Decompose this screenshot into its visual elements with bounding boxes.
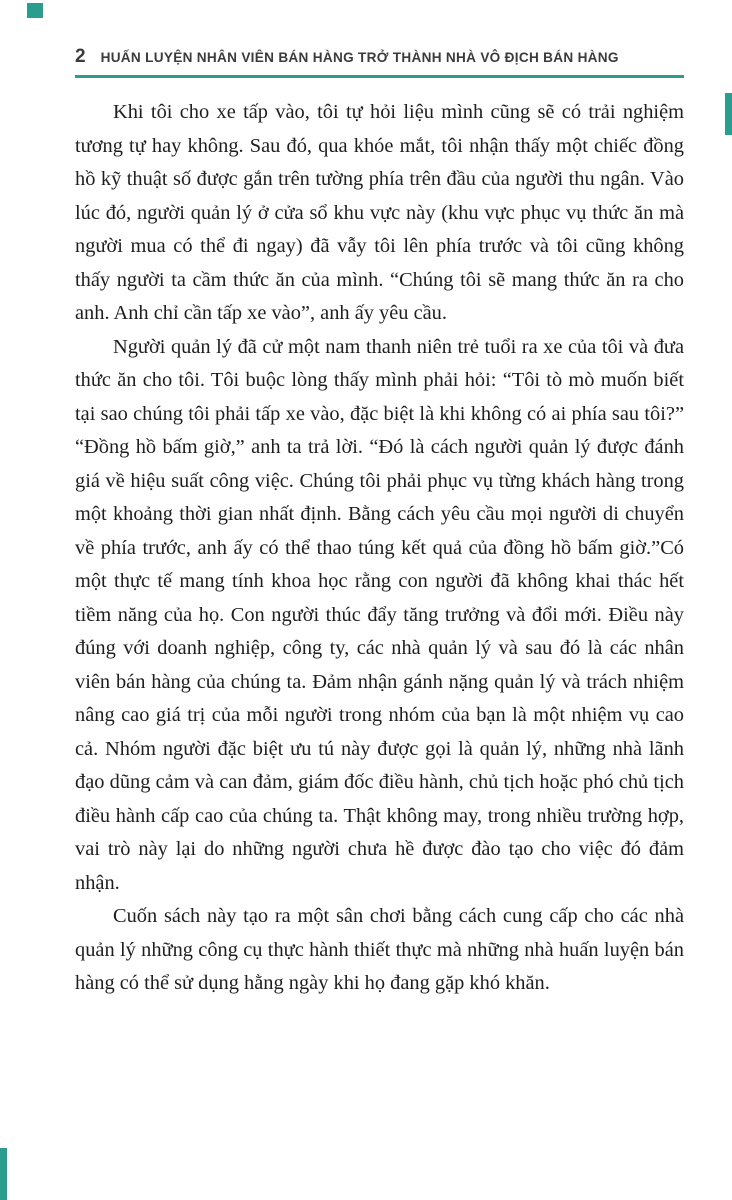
page-number: 2	[75, 46, 86, 67]
paragraph-2: Người quản lý đã cử một nam thanh niên trẻ tuổi ra xe của tôi và đưa thức ăn cho tôi. Tôi buộc lòng thấy mình phải hỏi: “Tôi tò mò muốn biết tại sao chúng tôi phải tấp xe vào, đặc biệt là khi không có ai phía sau tôi?” “Đồng hồ bấm giờ,” anh ta trả lời. “Đó là cách người quản lý được đánh giá về hiệu suất công việc. Chúng tôi phải phục vụ từng khách hàng trong một khoảng thời gian nhất định. Bằng cách yêu cầu mọi người di chuyển về phía trước, anh ấy có thể thao túng kết quả của đồng hồ bấm giờ.”Có một thực tế mang tính khoa học rằng con người đã không khai thác hết tiềm năng của họ. Con người thúc đẩy tăng trưởng và đổi mới. Điều này đúng với doanh nghiệp, công ty, các nhà quản lý và sau đó là các nhân viên bán hàng của chúng ta. Đảm nhận gánh nặng quản lý và trách nhiệm nâng cao giá trị của mỗi người trong nhóm của bạn là một nhiệm vụ cao cả. Nhóm người đặc biệt ưu tú này được gọi là quản lý, những nhà lãnh đạo dũng cảm và can đảm, giám đốc điều hành, chủ tịch hoặc phó chủ tịch điều hành cấp cao của chúng ta. Thật không may, trong nhiều trường hợp, vai trò này lại do những người chưa hề được đào tạo cho việc đó đảm nhận.	[75, 335, 684, 894]
right-edge-accent-strip	[725, 93, 732, 135]
body-text-block	[75, 96, 684, 1001]
running-head-row	[75, 46, 684, 68]
top-left-accent-square	[27, 3, 43, 18]
header-underline-rule	[75, 75, 684, 78]
running-head-title: HUẤN LUYỆN NHÂN VIÊN BÁN HÀNG TRỞ THÀNH NHÀ VÔ ĐỊCH BÁN HÀNG	[100, 50, 619, 65]
page-header	[75, 46, 684, 78]
paragraph-3: Cuốn sách này tạo ra một sân chơi bằng cách cung cấp cho các nhà quản lý những công cụ thực hành thiết thực mà những nhà huấn luyện bán hàng có thể sử dụng hằng ngày khi họ đang gặp khó khăn.	[75, 905, 684, 994]
bottom-left-edge-accent-strip	[0, 1148, 7, 1200]
paragraph-1: Khi tôi cho xe tấp vào, tôi tự hỏi liệu mình cũng sẽ có trải nghiệm tương tự hay không. Sau đó, qua khóe mắt, tôi nhận thấy một chiếc đồng hồ kỹ thuật số được gắn trên tường phía trên đầu của người thu ngân. Vào lúc đó, người quản lý ở cửa sổ khu vực này (khu vực phục vụ thức ăn mà người mua có thể đi ngay) đã vẫy tôi lên phía trước và tôi cũng không thấy người ta cầm thức ăn của mình. “Chúng tôi sẽ mang thức ăn ra cho anh. Anh chỉ cần tấp xe vào”, anh ấy yêu cầu.	[75, 101, 684, 324]
